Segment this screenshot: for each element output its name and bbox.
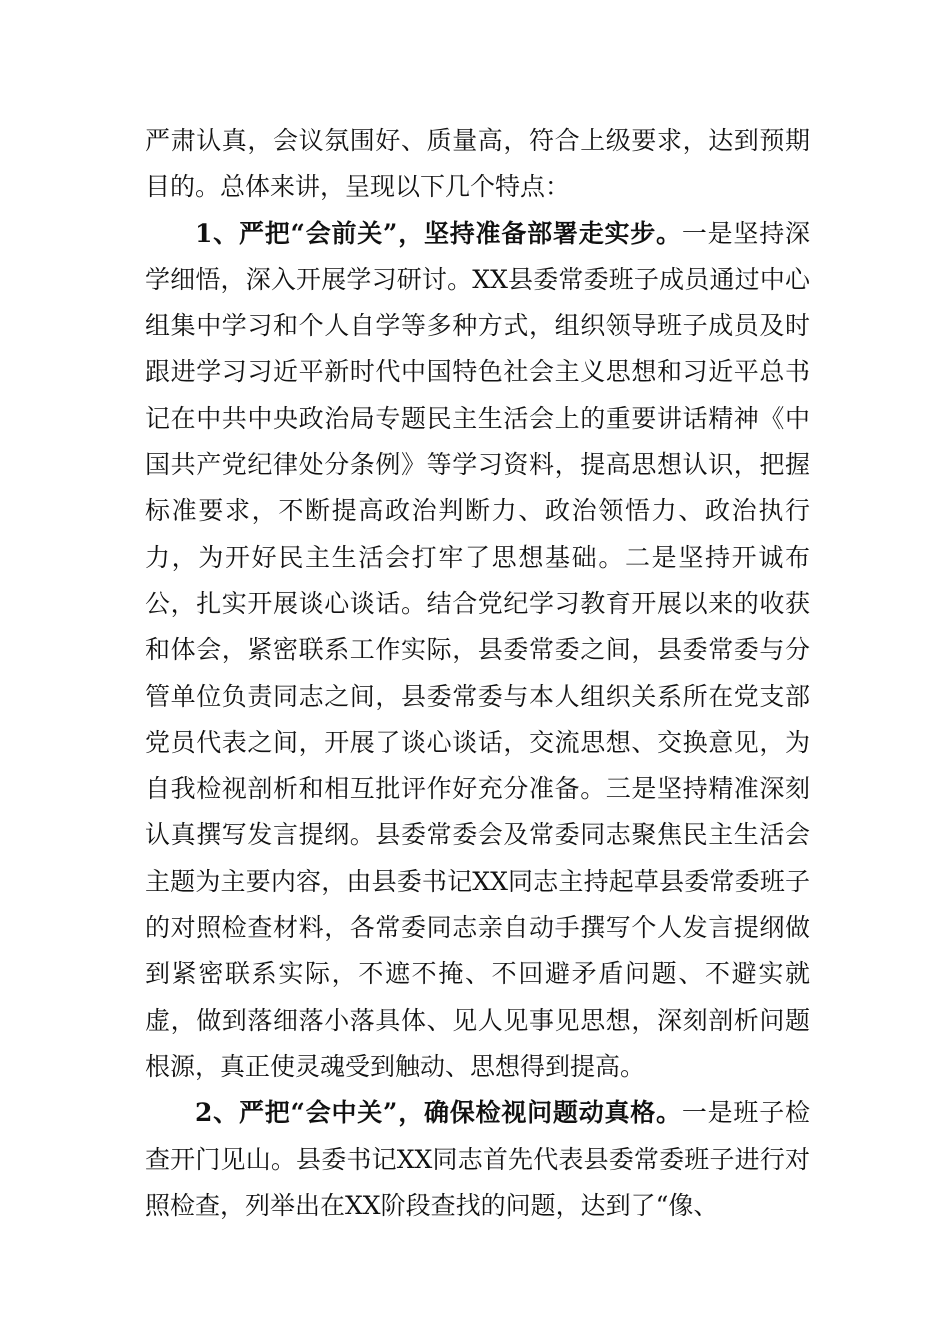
paragraph-text: 一是坚持深学细悟，深入开展学习研讨。XX县委常委班子成员通过中心组集中学习和个人自学等多种方式，组织领导班子成员及时跟进学习习近平新时代中国特色社会主义思想和习近平总书记在中共中央政治局专题民主生活会上的重要讲话精神《中国共产党纪律处分条例》等学习资料，提高思想认识，把握标准要求，不断提高政治判断力、政治领悟力、政治执行力，为开好民主生活会打牢了思想基础。二是坚持开诚布公，扎实开展谈心谈话。结合党纪学习教育开展以来的收获和体会，紧密联系工作实际，县委常委之间，县委常委与分管单位负责同志之间，县委常委与本人组织关系所在党支部党员代表之间，开展了谈心谈话，交流思想、交换意见，为自我检视剖析和相互批评作好充分准备。三是坚持精准深刻认真撰写发言提纲。县委常委会及常委同志聚焦民主生活会主题为主要内容，由县委书记XX同志主持起草县委常委班子的对照检查材料，各常委同志亲自动手撰写个人发言提纲做到紧密联系实际，不遮不掩、不回避矛盾问题、不避实就虚，做到落细落小落具体、见人见事见思想，深刻剖析问题根源，真正使灵魂受到触动、思想得到提高。	[145, 218, 810, 1081]
document-body	[145, 118, 810, 1229]
paragraph-text: 严肃认真，会议氛围好、质量高，符合上级要求，达到预期目的。总体来讲，呈现以下几个特点：	[145, 126, 810, 202]
paragraph-intro	[145, 118, 810, 211]
paragraph-text: 一是班子检查开门见山。县委书记XX同志首先代表县委常委班子进行对照检查，列举出在XX阶段查找的问题，达到了“像、	[145, 1098, 810, 1220]
section-heading: 1、严把“会前关”，坚持准备部署走实步。	[195, 218, 682, 248]
section-heading: 2、严把“会中关”，确保检视问题动真格。	[195, 1098, 682, 1128]
paragraph-section-2	[145, 1090, 810, 1229]
paragraph-section-1	[145, 211, 810, 1091]
